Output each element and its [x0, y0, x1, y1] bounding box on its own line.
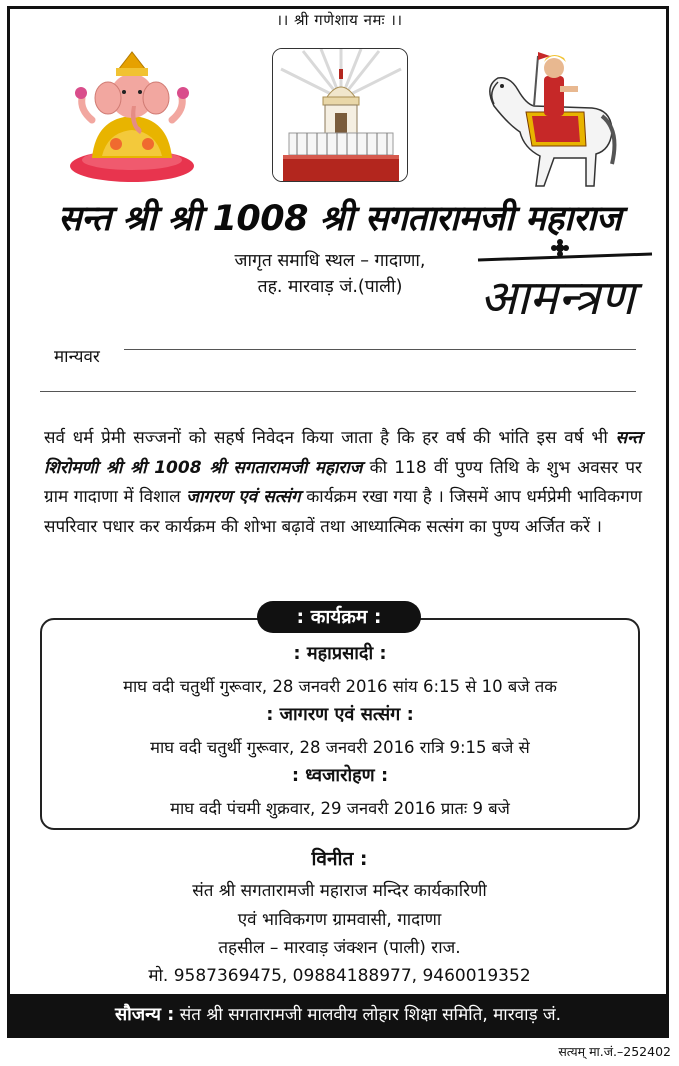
amantran-calligraphy — [472, 236, 662, 336]
event-heading-jagran: : जागरण एवं सत्संग : — [266, 704, 414, 725]
intro-part-1: सर्व धर्म प्रेमी सज्जनों को सहर्ष निवेदन किया जाता है कि हर वर्ष की भांति इस वर्ष भी — [44, 428, 616, 448]
event-heading-mahaprasadi: : महाप्रसादी : — [293, 643, 387, 664]
vinit-line-3: तहसील – मारवाड़ जंक्शन (पाली) राज. — [218, 938, 461, 958]
invocation-text: ।। श्री गणेशाय नमः ।। — [276, 11, 403, 29]
samadhi-location — [180, 248, 480, 300]
vinit-heading: विनीत : — [311, 848, 368, 870]
vinit-line-1: संत श्री सगतारामजी महाराज मन्दिर कार्यकारिणी — [192, 881, 487, 901]
page-title: सन्त श्री श्री 1008 श्री सगतारामजी महाराज — [57, 199, 622, 239]
salutation-label: मान्यवर — [54, 347, 100, 367]
amantran-text: आमन्त्रण — [480, 270, 635, 326]
program-title: : कार्यक्रम : — [257, 601, 421, 633]
intro-part-2: की 118 वीं पुण्य तिथि के शुभ अवसर पर ग्राम गादाणा में विशाल — [44, 457, 642, 507]
intro-event-name: जागरण एवं सत्संग — [186, 487, 301, 507]
horseman-image — [474, 46, 620, 196]
contact-phones: मो. 9587369475, 09884188977, 9460019352 — [148, 966, 531, 986]
samadhi-line-2: तह. मारवाड़ जं.(पाली) — [257, 277, 403, 297]
samadhi-line-1: जागृत समाधि स्थल – गादाणा, — [234, 251, 426, 271]
event-detail-jagran: माघ वदी चतुर्थी गुरूवार, 28 जनवरी 2016 रात्रि 9:15 बजे से — [150, 738, 530, 757]
temple-image — [272, 48, 408, 182]
intro-paragraph — [44, 424, 642, 542]
intro-part-3: कार्यक्रम रखा गया है । जिसमें आप धर्मप्रेमी भाविकगण सपरिवार पधार कर कार्यक्रम की शोभा बढ़ावें तथा आध्यात्मिक सत्संग का पुण्य अर्जित करें । — [44, 487, 642, 537]
intro-saint-name: सन्त शिरोमणी श्री श्री 1008 श्री सगतारामजी महाराज — [44, 428, 642, 478]
event-detail-mahaprasadi: माघ वदी चतुर्थी गुरूवार, 28 जनवरी 2016 सांय 6:15 से 10 बजे तक — [123, 677, 557, 696]
name-line-2 — [40, 391, 636, 392]
vinit-line-2: एवं भाविकगण ग्रामवासी, गादाणा — [237, 910, 442, 930]
courtesy-text: संत श्री सगतारामजी मालवीय लोहार शिक्षा समिति, मारवाड़ जं. — [174, 1005, 562, 1025]
name-line-1 — [124, 349, 636, 350]
courtesy-bar — [10, 994, 666, 1036]
event-heading-dhwajarohan: : ध्वजारोहण : — [291, 765, 389, 786]
ganesha-image — [62, 48, 202, 188]
courtesy-label: सौजन्य : — [114, 1004, 175, 1025]
printer-credit: सत्यम् मा.जं.–252402 — [558, 1044, 671, 1059]
event-detail-dhwajarohan: माघ वदी पंचमी शुक्रवार, 29 जनवरी 2016 प्रातः 9 बजे — [170, 799, 510, 818]
